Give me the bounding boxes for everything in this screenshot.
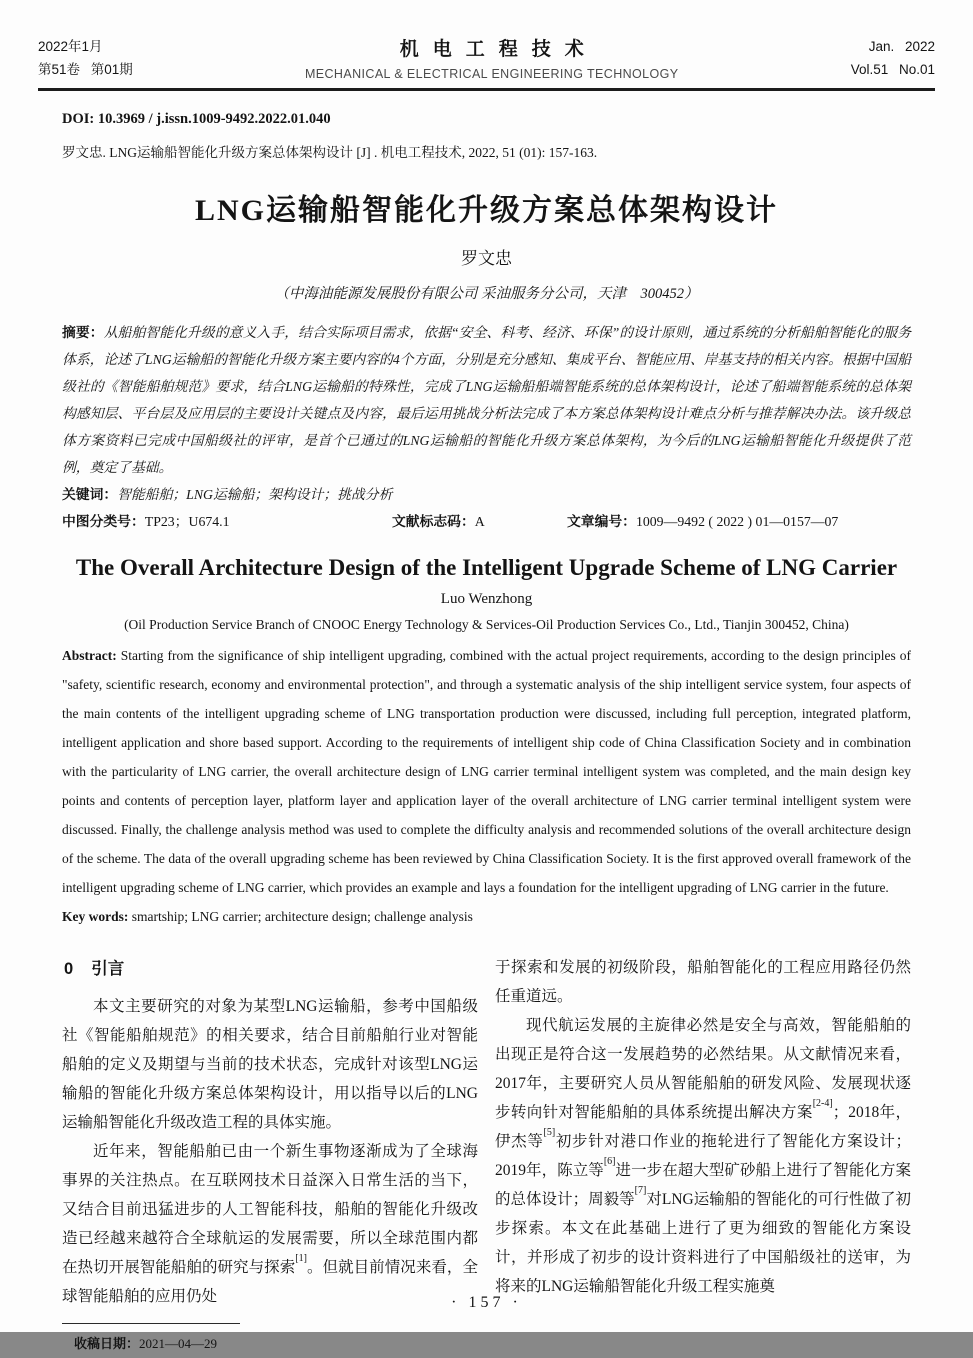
- page-number: · 157 ·: [0, 1294, 973, 1312]
- paragraph-text: 进一步在超大型矿砂船上进行了智能化方案的总体设计；周毅等: [495, 1162, 911, 1208]
- author-cn: 罗文忠: [38, 244, 935, 269]
- doc-code-value: A: [475, 514, 485, 529]
- clc-value: TP23；U674.1: [145, 514, 230, 529]
- reference-marker: [2-4]: [813, 1098, 833, 1109]
- header-rule: [38, 88, 935, 91]
- abstract-en: [62, 641, 911, 902]
- abstract-cn-label: 摘要：: [62, 325, 104, 340]
- reference-marker: [1]: [295, 1253, 307, 1264]
- page-header: [38, 34, 935, 81]
- received-date-label: 收稿日期：: [74, 1336, 139, 1351]
- article-title-cn: LNG运输船智能化升级方案总体架构设计: [38, 185, 935, 229]
- doc-code-segment: [392, 508, 567, 535]
- abstract-en-label: Abstract:: [62, 648, 117, 663]
- received-date-line: [62, 1329, 478, 1358]
- doc-code-label: 文献标志码：: [392, 514, 475, 529]
- clc-segment: [62, 508, 392, 535]
- paragraph: 于探索和发展的初级阶段，船舶智能化的工程应用路径仍然任重道远。: [495, 953, 911, 1011]
- reference-marker: [5]: [544, 1127, 556, 1138]
- reference-marker: [6]: [604, 1156, 616, 1167]
- footnote: [62, 1323, 478, 1358]
- author-en: Luo Wenzhong: [38, 591, 935, 608]
- section-number: 0: [64, 960, 73, 978]
- keywords-cn-label: 关键词：: [62, 487, 117, 502]
- abstract-en-text: Starting from the significance of ship intelligent upgrading, combined with the actual project requirements, according to the design principles of "safety, scientific research, economy and environmental protection", and through a systematic analysis of the ship intelligent service system, four aspects of the main contents of the intelligent upgrading scheme of LNG transportation production were discussed, including full perception, integrated platform, intelligent application and shore based support. According to the requirements of intelligent ship code of China Classification Society and in combination with the particularity of LNG carrier, the overall architecture design of LNG carrier terminal intelligent system was completed, and the main design key points and contents of perception layer, platform layer and application layer of the overall architecture of LNG carrier terminal intelligent system were discussed. Finally, the challenge analysis method was used to complete the difficulty analysis and recommended solutions of the overall architecture design of the scheme. The data of the overall upgrading scheme has been reviewed by China Classification Society. It is the first approved overall framework of the intelligent upgrading scheme of LNG carrier, which provides an example and lays a foundation for the intelligent upgrading of LNG carrier in the future.: [62, 648, 911, 895]
- paragraph-text: 近年来，智能船舶已由一个新生事物逐渐成为了全球海事界的关注热点。在互联网技术日益深入日常生活的当下，又结合目前迅猛进步的人工智能科技，船舶的智能化升级改造已经越来越符合全球航运的发展需要，所以全球范围内都在热切开展智能船舶的研究与探索: [62, 1143, 478, 1276]
- header-issue-cn: 第51卷 第01期: [38, 58, 133, 81]
- affiliation-en: (Oil Production Service Branch of CNOOC Energy Technology & Services-Oil Production Services Co., Ltd., Tianjin 300452, China): [38, 617, 935, 633]
- reference-marker: [7]: [635, 1185, 647, 1196]
- received-date-value: 2021—04—29: [139, 1336, 217, 1351]
- header-issue-en: Vol.51 No.01: [851, 58, 935, 81]
- paragraph-text: 现代航运发展的主旋律必然是安全与高效，智能船舶的出现正是符合这一发展趋势的必然结果。从文献情况来看，2017年，主要研究人员从智能船舶的研发风险、发展现状逐步转向针对智能船舶的具体系统提出解决方案: [495, 1017, 911, 1121]
- citation-line: 罗文忠. LNG运输船智能化升级方案总体架构设计 [J] . 机电工程技术, 2022, 51 (01): 157-163.: [62, 141, 911, 161]
- paragraph-text: 对LNG运输船的智能化的可行性做了初步探索。本文在此基础上进行了更为细致的智能化方案设计，并形成了初步的设计资料进行了中国船级社的送审，为将来的LNG运输船智能化升级工程实施奠: [495, 1191, 911, 1295]
- keywords-en: [62, 902, 911, 931]
- keywords-en-text: smartship; LNG carrier; architecture design; challenge analysis: [132, 909, 473, 924]
- affiliation-cn: （中海油能源发展股份有限公司 采油服务分公司，天津 300452）: [38, 282, 935, 303]
- article-id-segment: [567, 508, 838, 535]
- header-center: [305, 34, 679, 81]
- keywords-en-label: Key words:: [62, 909, 128, 924]
- section-heading: [64, 955, 478, 984]
- journal-title-en: MECHANICAL & ELECTRICAL ENGINEERING TECHNOLOGY: [305, 67, 679, 81]
- header-date-en: Jan. 2022: [851, 35, 935, 58]
- paragraph-text: 。但就目前情况来看，全球智能船舶的应用仍处: [62, 1259, 478, 1305]
- paragraph: [62, 1137, 478, 1311]
- header-date-cn: 2022年1月: [38, 35, 133, 58]
- paragraph: [495, 1011, 911, 1301]
- doi-line: DOI: 10.3969 / j.issn.1009-9492.2022.01.040: [62, 111, 911, 128]
- article-meta: [62, 111, 911, 161]
- abstract-cn: [62, 319, 911, 481]
- footnote-rule: [62, 1323, 240, 1325]
- paragraph-text: ；2018年，伊杰等: [495, 1104, 911, 1150]
- article-title-en: The Overall Architecture Design of the Intelligent Upgrade Scheme of LNG Carrier: [38, 555, 935, 581]
- keywords-cn: [62, 481, 911, 508]
- paragraph: 本文主要研究的对象为某型LNG运输船，参考中国船级社《智能船舶规范》的相关要求，结合目前船舶行业对智能船舶的定义及期望与当前的技术状态，完成针对该型LNG运输船的智能化升级方案总体架构设计，用以指导以后的LNG运输船智能化升级改造工程的具体实施。: [62, 992, 478, 1137]
- classification-line: [62, 508, 911, 535]
- journal-title-cn: 机电工程技术: [319, 34, 679, 61]
- abstract-cn-text: 从船舶智能化升级的意义入手，结合实际项目需求，依据“安全、科考、经济、环保”的设计原则，通过系统的分析船舶智能化的服务体系，论述了LNG运输船的智能化升级方案主要内容的4个方面，分别是充分感知、集成平台、智能应用、岸基支持的相关内容。根据中国船级社的《智能船舶规范》要求，结合LNG运输船的特殊性，完成了LNG运输船船端智能系统的总体架构设计，论述了船端智能系统的总体架构感知层、平台层及应用层的主要设计关键点及内容，最后运用挑战分析法完成了本方案总体架构设计难点分析与推荐解决办法。该升级总体方案资料已完成中国船级社的评审，是首个已通过的LNG运输船的智能化升级方案总体架构，为今后的LNG运输船智能化升级提供了范例，奠定了基础。: [62, 325, 911, 475]
- article-id-value: 1009—9492 ( 2022 ) 01—0157—07: [636, 514, 838, 529]
- section-title: 引言: [91, 960, 124, 978]
- header-left: [38, 35, 133, 81]
- clc-label: 中图分类号：: [62, 514, 145, 529]
- keywords-cn-text: 智能船舶；LNG运输船；架构设计；挑战分析: [117, 487, 392, 502]
- paragraph-text: 初步针对港口作业的拖轮进行了智能化方案设计；2019年，陈立等: [495, 1133, 911, 1179]
- abstract-cn-block: [62, 319, 911, 535]
- article-id-label: 文章编号：: [567, 514, 636, 529]
- header-right: [851, 35, 935, 81]
